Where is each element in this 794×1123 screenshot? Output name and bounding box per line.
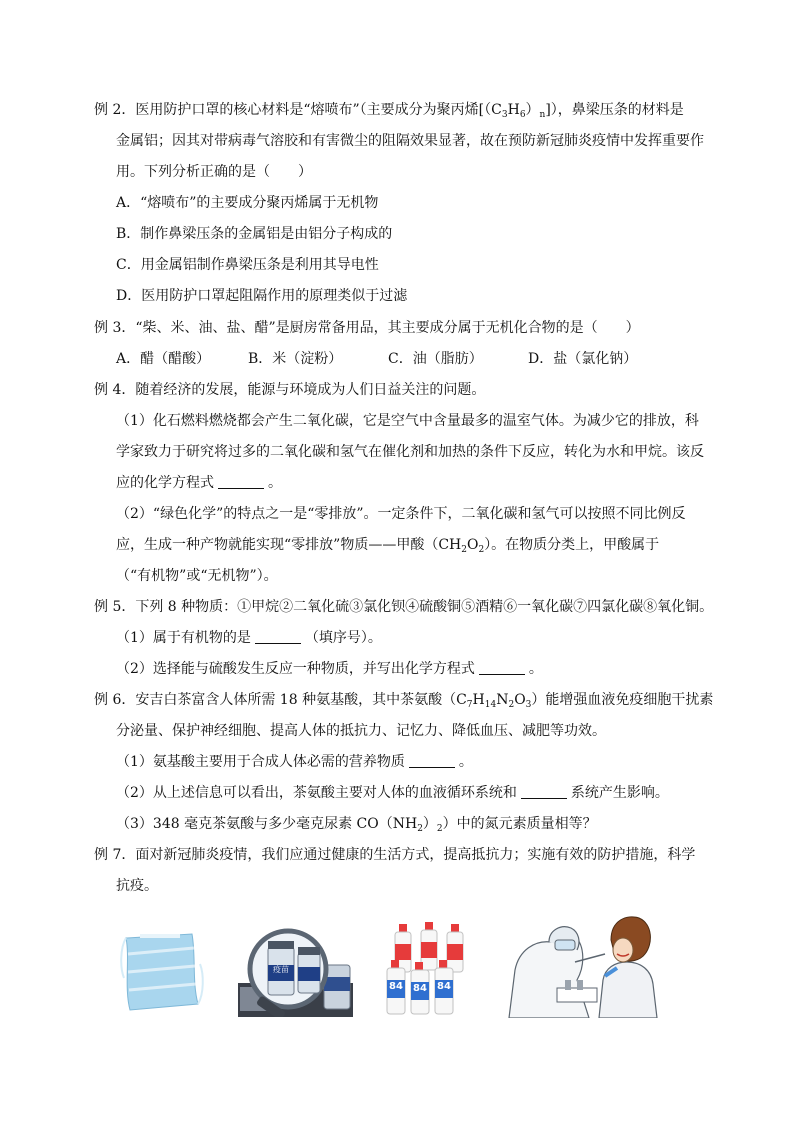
q3-option-c: C．油（脂肪） [388,351,483,367]
q6-stem-line1: 例 6．安吉白茶富含人体所需 18 种氨基酸，其中茶氨酸$(C_7H_{14}N_2O_3)$能增强血液免疫细胞干扰素 [94,692,714,710]
q4-part2-line1: （2）“绿色化学”的特点之一是“零排放”。一定条件下，二氧化碳和氢气可以按照不同比例反 [116,506,686,522]
q4-part1-line1: （1）化石燃料燃烧都会产生二氧化碳，它是空气中含量最多的温室气体。为减少它的排放，科 [116,413,699,429]
q6-stem-line2: 分泌量、保护神经细胞、提高人体的抵抗力、记忆力、降低血压、减肥等功效。 [116,723,606,739]
q2-stem-line1: 例 2．医用防护口罩的核心材料是“熔喷布”（主要成分为聚丙烯$[(C_3H_6)_n]$），鼻梁压条的材料是 [94,102,684,120]
q2-stem-line3: 用。下列分析正确的是（ ） [116,164,312,180]
q5-part1: （1）属于有机物的是 （填序号）。 [116,630,382,646]
q4-part2-line3: （“有机物”或“无机物”）。 [116,568,278,584]
answer-blank [521,784,567,799]
q5-part2: （2）选择能与硫酸发生反应一种物质，并写出化学方程式 。 [116,661,543,677]
q7-stem-line1: 例 7．面对新冠肺炎疫情，我们应通过健康的生活方式，提高抵抗力；实施有效的防护措施，科学 [94,847,696,863]
nucleic-acid-test-image [505,910,665,1018]
q3-option-d: D．盐（氯化钠） [528,351,638,367]
q4-part1-line3: 应的化学方程式 。 [116,475,282,491]
bottle-label: 84 [437,981,451,992]
q6-part3: （3）348 毫克茶氨酸与多少毫克尿素 $CO(NH_2)_2$）中的氮元素质量相等？ [116,816,597,834]
q4-part2-line2: 应，生成一种产物就能实现“零排放”物质——甲酸$(CH_2O_2)$。在物质分类上，甲酸属于 [116,537,660,555]
face-mask-image [120,928,205,1018]
q6-part2: （2）从上述信息可以看出，茶氨酸主要对人体的血液循环系统和 系统产生影响。 [116,785,669,801]
q3-option-b: B．米（淀粉） [248,351,343,367]
bottle-label: 84 [413,983,427,994]
answer-blank [255,629,301,644]
q2-option-c: C．用金属铝制作鼻梁压条是利用其导电性 [116,257,379,273]
q3-option-a: A．醋（醋酸） [116,351,211,367]
q4-part1-line2: 学家致力于研究将过多的二氧化碳和氢气在催化剂和加热的条件下反应，转化为水和甲烷。该反 [116,444,704,460]
q4-stem: 例 4．随着经济的发展，能源与环境成为人们日益关注的问题。 [94,382,486,398]
q2-option-d: D．医用防护口罩起阻隔作用的原理类似于过滤 [116,288,408,304]
q6-part1: （1）氨基酸主要用于合成人体必需的营养物质 。 [116,754,473,770]
answer-blank [409,753,455,768]
q2-option-a: A．“熔喷布”的主要成分聚丙烯属于无机物 [116,195,379,211]
q2-option-b: B．制作鼻梁压条的金属铝是由铝分子构成的 [116,226,393,242]
q5-stem: 例 5．下列 8 种物质：①甲烷②二氧化硫③氯化钡④硫酸铜⑤酒精⑥一氧化碳⑦四氯化碳⑧氧化铜。 [94,599,714,615]
q2-stem-line2: 金属铝；因其对带病毒气溶胶和有害微尘的阻隔效果显著，故在预防新冠肺炎疫情中发挥重要作 [116,133,704,149]
answer-blank [218,474,264,489]
q7-stem-line2: 抗疫。 [116,878,158,894]
vaccine-label: 疫苗 [273,965,289,974]
bottle-label: 84 [389,981,403,992]
disinfectant-bottles-image [385,920,473,1016]
vaccine-magnifier-image [238,925,353,1017]
answer-blank [479,660,525,675]
q3-stem: 例 3．“柴、米、油、盐、醋”是厨房常备用品，其主要成分属于无机化合物的是（ ） [94,320,640,336]
q3-options [116,349,637,369]
